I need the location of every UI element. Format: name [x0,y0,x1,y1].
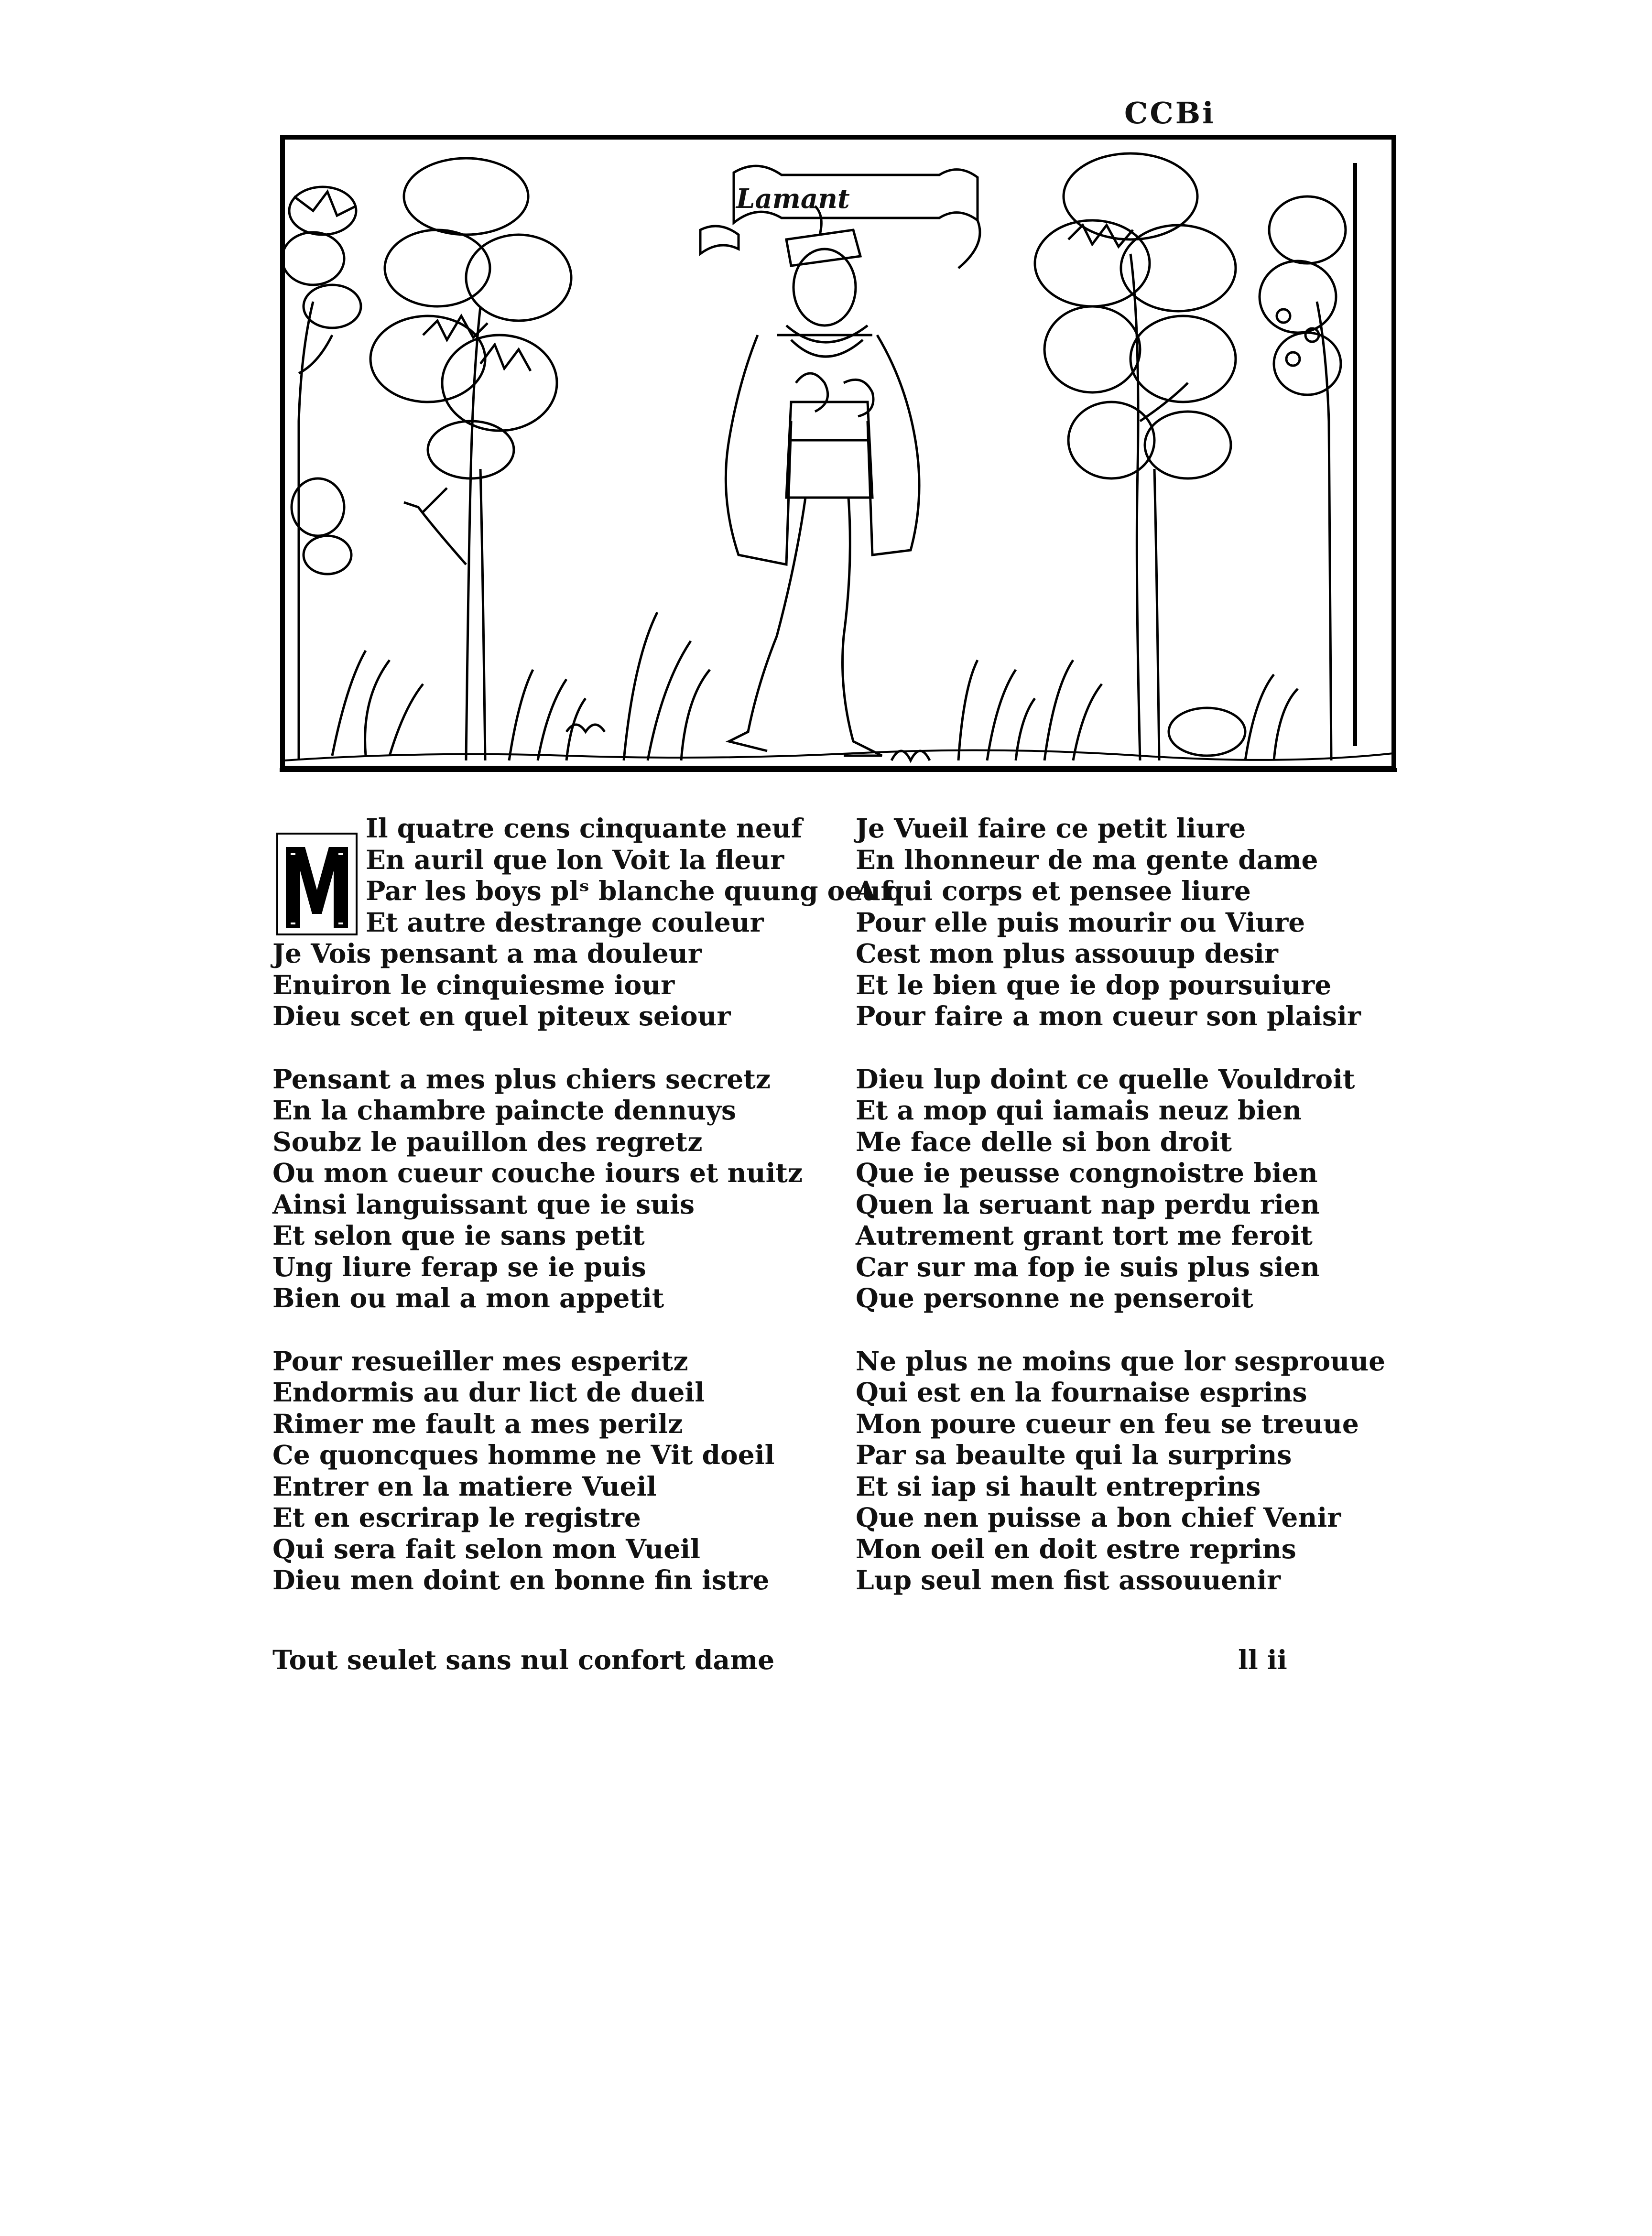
verse-line: Soubz le pauillon des regretz [272,1126,703,1157]
verse-line: Ou mon cueur couche iours et nuitz [272,1157,803,1188]
verse-line: Et le bien que ie dop poursuiure [856,969,1332,1000]
verse-line: Et selon que ie sans petit [272,1220,645,1251]
verse-line: Bien ou mal a mon appetit [272,1282,664,1313]
verse-line: Qui est en la fournaise esprins [856,1377,1307,1408]
verse-line: Me face delle si bon droit [856,1126,1232,1157]
verse-line: Mon poure cueur en feu se treuue [856,1408,1359,1439]
woodcut-illustration [280,134,1397,776]
decorated-initial-m [276,833,358,935]
verse-line: Dieu lup doint ce quelle Vouldroit [856,1063,1355,1095]
verse-line: Lup seul men fist assouuenir [856,1564,1281,1596]
right-stanza-2 [856,1063,1355,1314]
verse-line: Ce quoncques homme ne Vit doeil [272,1439,775,1470]
tree-left-2 [370,158,571,760]
verse-line: En lhonneur de ma gente dame [856,844,1318,875]
catchword: Tout seulet sans nul confort dame [272,1644,775,1675]
verse-line: En la chambre paincte dennuys [272,1095,736,1126]
verse-line: Et en escrirap le registre [272,1502,641,1533]
verse-line: Car sur ma fop ie suis plus sien [856,1251,1320,1282]
verse-line: Pour resueiller mes esperitz [272,1345,688,1377]
verse-line: Pensant a mes plus chiers secretz [272,1063,771,1095]
verse-line: Mon oeil en doit estre reprins [856,1533,1296,1564]
bushes-bottom-right [891,660,1298,760]
right-stanza-1 [856,813,1361,1032]
verse-line: Par sa beaulte qui la surprins [856,1439,1292,1470]
verse-line: Il quatre cens cinquante neuf [366,813,803,844]
verse-line: Je Vois pensant a ma douleur [272,938,702,969]
left-stanza-3 [272,1346,827,1596]
verse-line: Qui sera fait selon mon Vueil [272,1533,701,1564]
verse-line: Et a mop qui iamais neuz bien [856,1095,1302,1126]
folio-number: CCBi [1124,96,1216,130]
verse-line: Que ie peusse congnoistre bien [856,1157,1318,1188]
verse-line: A qui corps et pensee liure [856,875,1251,906]
signature-mark: ll ii [1238,1644,1287,1675]
verse-line: Autrement grant tort me feroit [856,1220,1313,1251]
verse-line: Enuiron le cinquiesme iour [272,969,675,1000]
bushes-bottom-left [332,612,710,760]
verse-line: Endormis au dur lict de dueil [272,1377,705,1408]
verse-line: Ne plus ne moins que lor sesprouue [856,1345,1386,1377]
verse-line: Par les boys plˢ blanche quung oeuf [366,875,892,906]
right-stanza-3 [856,1345,1386,1596]
verse-line: Ainsi languissant que ie suis [272,1188,695,1220]
woodcut-svg [280,134,1397,776]
verse-line: Que nen puisse a bon chief Venir [856,1502,1341,1533]
verse-line: Cest mon plus assouup desir [856,938,1278,969]
verse-line: Et autre destrange couleur [366,906,764,938]
tree-left-1 [282,187,361,760]
verse-line: Pour faire a mon cueur son plaisir [856,1000,1361,1031]
verse-line: En auril que lon Voit la fleur [366,844,784,875]
verse-line: Rimer me fault a mes perilz [272,1408,683,1439]
verse-line: Et si iap si hault entreprins [856,1470,1261,1502]
right-column [856,813,1386,1628]
verse-line: Que personne ne penseroit [856,1282,1253,1313]
left-column [272,813,892,1628]
verse-line: Je Vueil faire ce petit liure [856,813,1246,844]
banner-label: Lamant [736,183,850,215]
verse-line: Entrer en la matiere Vueil [272,1470,657,1502]
verse-line: Quen la seruant nap perdu rien [856,1188,1320,1220]
verse-line: Pour elle puis mourir ou Viure [856,906,1305,938]
left-stanza-2 [272,1064,827,1314]
tree-right-1 [1035,153,1236,760]
verse-line: Ung liure ferap se ie puis [272,1251,646,1282]
verse-line: Dieu scet en quel piteux seiour [272,1000,731,1031]
verse-line: Dieu men doint en bonne fin istre [272,1564,770,1596]
lover-figure [726,206,919,756]
